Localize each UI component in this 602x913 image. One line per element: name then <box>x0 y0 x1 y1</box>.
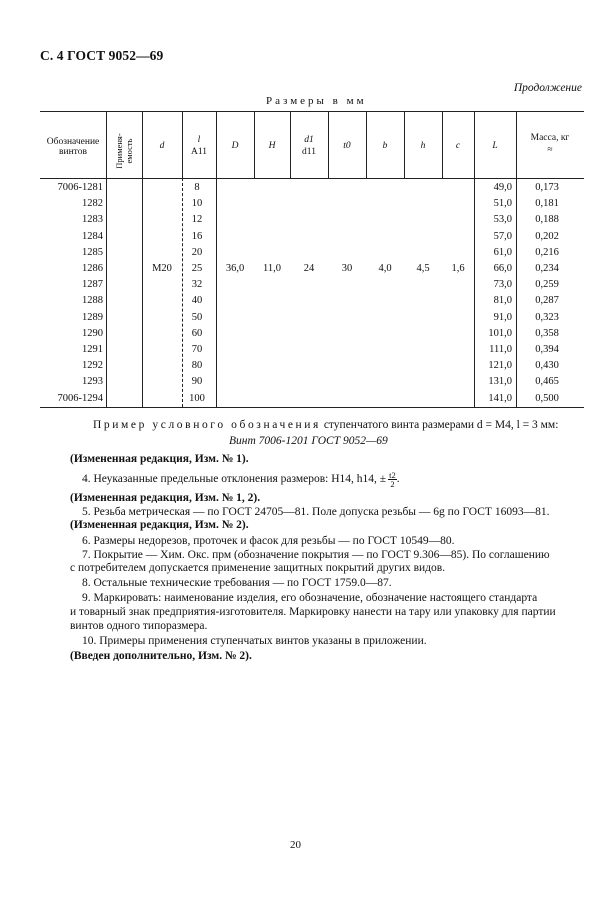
common-h: 4,5 <box>416 263 430 274</box>
tolerance-fraction <box>388 471 397 488</box>
fraction-denominator: 2 <box>390 479 395 489</box>
paragraph-9-line3: винтов одного типоразмера. <box>70 620 208 632</box>
common-d1: 24 <box>303 263 315 274</box>
paragraph-5: 5. Резьба метрическая — по ГОСТ 24705—81. Поле допуска резьбы — 6g по ГОСТ 16093—81. <box>82 506 550 518</box>
paragraph-9-line1: 9. Маркировать: наименование изделия, его обозначение, обозначение настоящего стандарта <box>82 592 538 604</box>
designation-cell: 7006-1281 <box>57 182 103 193</box>
L-cell: 111,0 <box>489 344 512 355</box>
l-cell: 70 <box>191 344 203 355</box>
col-divider <box>142 111 143 407</box>
L-cell: 81,0 <box>493 295 512 307</box>
example-label: Пример условного обозначения <box>93 419 321 431</box>
l-cell: 25 <box>191 263 203 274</box>
example-line <box>93 418 558 432</box>
L-cell: 101,0 <box>488 327 512 339</box>
designation-cell: 1288 <box>82 295 103 307</box>
l-cell: 8 <box>194 182 200 193</box>
l-cell: 32 <box>191 279 203 291</box>
paragraph-10: 10. Примеры применения ступенчатых винтов указаны в приложении. <box>82 635 427 647</box>
header-d1: d1 <box>304 135 314 145</box>
designation-cell: 1286 <box>82 263 103 274</box>
paragraph-7-line1: 7. Покрытие — Хим. Окс. прм (обозначение покрытия — по ГОСТ 9.306—85). По соглашению <box>82 549 550 561</box>
designation-cell: 1282 <box>82 198 103 210</box>
header-b: b <box>382 141 388 151</box>
mass-cell: 0,202 <box>535 230 559 242</box>
L-cell: 66,0 <box>493 263 512 274</box>
paragraph-6: 6. Размеры недорезов, проточек и фасок для резьбы — по ГОСТ 10549—80. <box>82 535 455 547</box>
common-t0: 30 <box>341 263 353 274</box>
designation-cell: 1292 <box>82 360 103 372</box>
designation-cell: 1291 <box>82 344 103 355</box>
mass-cell: 0,173 <box>535 182 559 193</box>
header-h: h <box>420 141 426 151</box>
added-note-2: (Введен дополнительно, Изм. № 2). <box>70 650 252 662</box>
edit-note-2: (Измененная редакция, Изм. № 2). <box>70 519 249 531</box>
page-number: 20 <box>290 839 301 851</box>
l-cell: 12 <box>191 214 203 226</box>
common-c: 1,6 <box>451 263 465 274</box>
paragraph-4: 4. Неуказанные предельные отклонения размеров: Н14, h14, ± $\frac{t2}{2}$. <box>82 470 400 489</box>
header-designation: Обозначение винтов <box>46 137 100 157</box>
paragraph-8: 8. Остальные технические требования — по ГОСТ 1759.0—87. <box>82 577 392 589</box>
l-cell: 90 <box>191 376 203 388</box>
common-H: 11,0 <box>263 263 281 274</box>
mass-cell: 0,430 <box>535 360 559 372</box>
L-cell: 61,0 <box>493 246 512 258</box>
mass-cell: 0,394 <box>535 344 559 355</box>
designation-cell: 7006-1294 <box>57 392 103 404</box>
common-d: M20 <box>152 263 172 274</box>
paragraph-7-line2: с потребителем допускается применение защитных покрытий других видов. <box>70 562 446 574</box>
designation-cell: 1293 <box>82 376 103 388</box>
mass-cell: 0,216 <box>535 246 559 258</box>
L-cell: 53,0 <box>493 214 512 226</box>
designation-cell: 1287 <box>82 279 103 291</box>
mass-cell: 0,188 <box>535 214 559 226</box>
col-divider <box>216 111 217 407</box>
designation-cell: 1285 <box>82 246 103 258</box>
header-l: l <box>197 135 201 145</box>
header-t0: t0 <box>343 141 351 151</box>
table-bottom-rule <box>40 407 584 408</box>
designation-cell: 1289 <box>82 311 103 323</box>
l-cell: 60 <box>191 327 203 339</box>
header-l-tolerance: A11 <box>190 147 207 157</box>
mass-cell: 0,287 <box>535 295 559 307</box>
paragraph-4-text: 4. Неуказанные предельные отклонения размеров: Н14, h14, ± <box>82 473 387 486</box>
l-cell: 50 <box>191 311 203 323</box>
L-cell: 73,0 <box>493 279 512 291</box>
mass-cell: 0,234 <box>535 263 559 274</box>
continuation-label: Продолжение <box>513 82 582 94</box>
L-cell: 57,0 <box>493 230 512 242</box>
l-cell: 16 <box>191 230 203 242</box>
l-cell: 100 <box>189 392 205 404</box>
header-mass: Масса, кг <box>530 133 570 143</box>
mass-cell: 0,181 <box>535 198 559 210</box>
header-D: D <box>231 141 239 151</box>
header-H: H <box>268 141 276 151</box>
example-rest: ступенчатого винта размерами d = М4, l = 3 мм: <box>320 419 559 431</box>
mass-cell: 0,465 <box>535 376 559 388</box>
L-cell: 51,0 <box>493 198 512 210</box>
edit-note-1-2: (Измененная редакция, Изм. № 1, 2). <box>70 492 261 504</box>
common-D: 36,0 <box>225 263 245 274</box>
table-top-rule <box>40 111 584 112</box>
l-cell: 80 <box>191 360 203 372</box>
example-value: Винт 7006-1201 ГОСТ 9052—69 <box>229 435 388 447</box>
header-L: L <box>492 141 498 151</box>
designation-cell: 1290 <box>82 327 103 339</box>
header-applicability: Применя- емость <box>114 133 134 169</box>
header-d: d <box>159 141 165 151</box>
mass-cell: 0,500 <box>535 392 559 404</box>
l-cell: 10 <box>191 198 203 210</box>
edit-note-1: (Измененная редакция, Изм. № 1). <box>70 453 249 465</box>
L-cell: 141,0 <box>488 392 512 404</box>
header-d1-tolerance: d11 <box>302 147 316 157</box>
mass-cell: 0,358 <box>535 327 559 339</box>
screws-table <box>40 111 584 408</box>
L-cell: 49,0 <box>493 182 512 193</box>
L-cell: 131,0 <box>488 376 512 388</box>
l-cell: 40 <box>191 295 203 307</box>
fraction-numerator: t2 <box>389 470 396 480</box>
sizes-label: Размеры в мм <box>266 95 367 107</box>
page-header: С. 4 ГОСТ 9052—69 <box>40 48 164 63</box>
mass-cell: 0,259 <box>535 279 559 291</box>
l-cell: 20 <box>191 246 203 258</box>
L-cell: 121,0 <box>488 360 512 372</box>
mass-cell: 0,323 <box>535 311 559 323</box>
paragraph-9-line2: и товарный знак предприятия-изготовителя. Маркировку нанести на тару или упаковку для партии <box>70 606 556 618</box>
col-divider <box>106 111 107 407</box>
common-b: 4,0 <box>378 263 392 274</box>
header-c: c <box>455 141 461 151</box>
designation-cell: 1284 <box>82 230 103 242</box>
header-mass-approx: ≈ <box>547 145 553 155</box>
L-cell: 91,0 <box>493 311 512 323</box>
designation-cell: 1283 <box>82 214 103 226</box>
